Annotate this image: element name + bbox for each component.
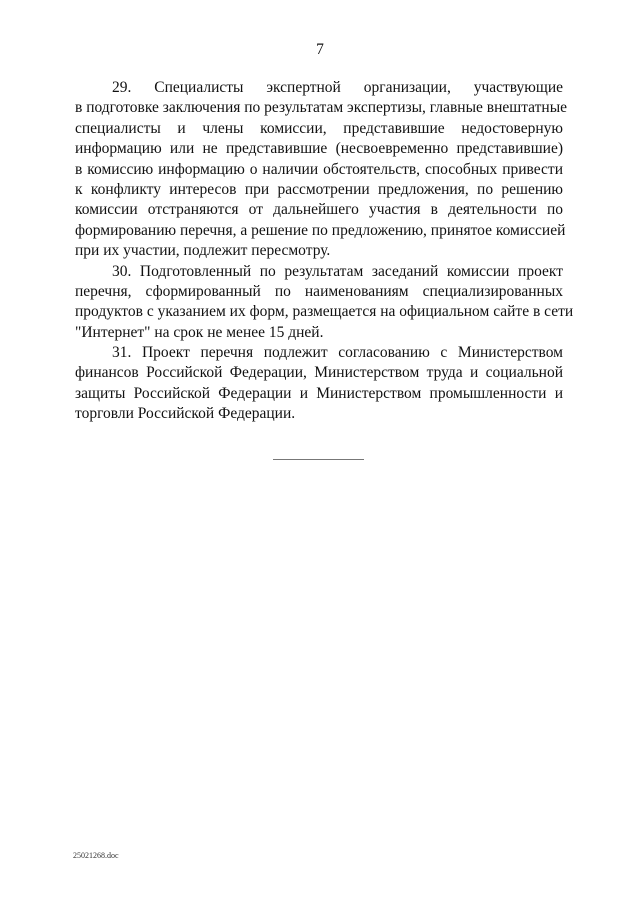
paragraph-31 xyxy=(75,343,563,425)
end-separator-line xyxy=(273,459,364,460)
paragraph-line: 30. Подготовленный по результатам заседаний комиссии проект xyxy=(112,262,563,280)
paragraph-line: 31. Проект перечня подлежит согласованию с Министерством xyxy=(112,344,563,362)
paragraph-line: информацию или не представившие (несвоевременно представившие) xyxy=(75,140,563,158)
paragraph-line: при их участии, подлежит пересмотру. xyxy=(75,242,331,260)
paragraph-line: в комиссию информацию о наличии обстоятельств, способных привести xyxy=(75,160,563,178)
paragraph-line: продуктов с указанием их форм, размещается на официальном сайте в сети xyxy=(75,303,574,321)
paragraph-line: к конфликту интересов при рассмотрении предложения, по решению xyxy=(75,180,563,198)
paragraph-line: перечня, сформированный по наименованиям специализированных xyxy=(75,282,563,300)
paragraph-line: "Интернет" на срок не менее 15 дней. xyxy=(75,323,324,341)
paragraph-line: защиты Российской Федерации и Министерством промышленности и xyxy=(75,384,563,402)
paragraph-line: в подготовке заключения по результатам экспертизы, главные внештатные xyxy=(75,99,567,117)
paragraph-30 xyxy=(75,262,574,344)
page-number: 7 xyxy=(316,41,324,58)
footer-filename: 25021268.doc xyxy=(73,851,119,860)
paragraph-line: финансов Российской Федерации, Министерством труда и социальной xyxy=(75,364,563,382)
paragraph-line: комиссии отстраняются от дальнейшего участия в деятельности по xyxy=(75,201,563,219)
paragraph-29 xyxy=(75,78,567,262)
document-body xyxy=(75,78,574,425)
paragraph-line: специалисты и члены комиссии, представившие недостоверную xyxy=(75,119,563,137)
paragraph-line: 29. Специалисты экспертной организации, участвующие xyxy=(112,79,563,96)
paragraph-line: формированию перечня, а решение по предложению, принятое комиссией xyxy=(75,221,566,239)
paragraph-line: торговли Российской Федерации. xyxy=(75,405,296,423)
